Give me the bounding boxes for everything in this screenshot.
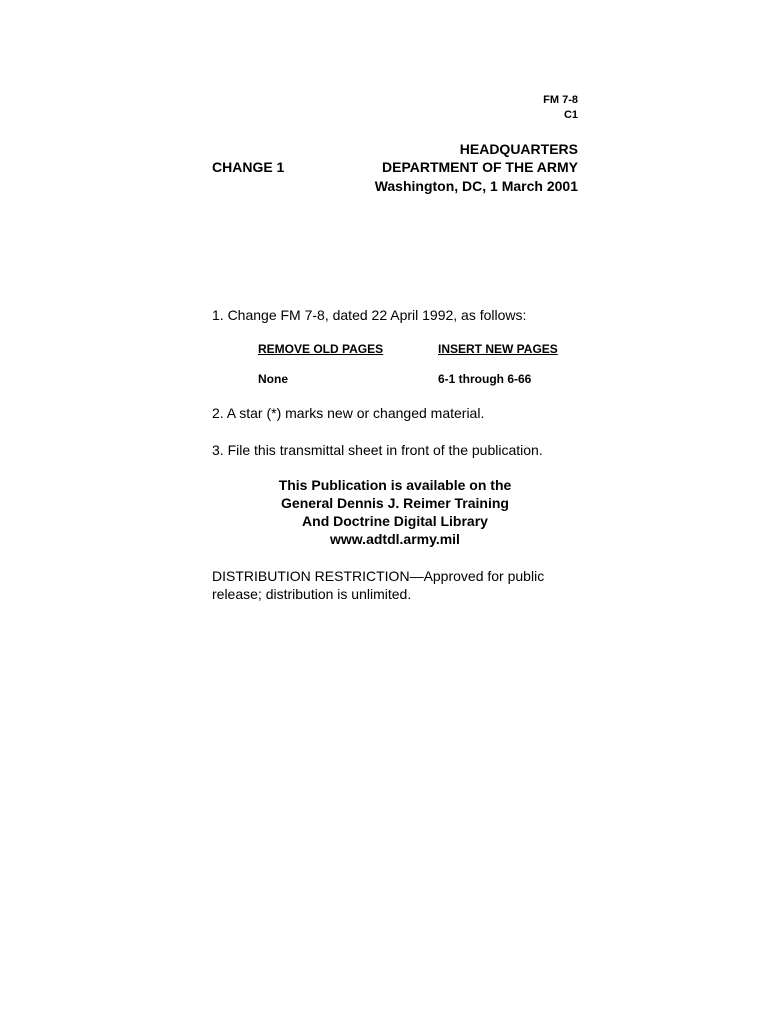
table-cell-insert: 6-1 through 6-66 — [438, 372, 532, 386]
location-date: Washington, DC, 1 March 2001 — [374, 178, 578, 194]
availability-url: www.adtdl.army.mil — [330, 531, 460, 547]
instruction-item-3: 3. File this transmittal sheet in front of the publication. — [212, 442, 543, 458]
table-header-remove: REMOVE OLD PAGES — [258, 342, 384, 356]
table-header-insert: INSERT NEW PAGES — [438, 342, 558, 356]
change-label: CHANGE 1 — [212, 159, 285, 175]
availability-line-1: This Publication is available on the — [278, 477, 512, 493]
org-line-department: DEPARTMENT OF THE ARMY — [382, 159, 578, 175]
distribution-restriction — [212, 567, 582, 603]
distribution-text-1: Approved for public — [423, 568, 545, 584]
availability-line-2: General Dennis J. Reimer Training — [281, 495, 509, 511]
org-line-headquarters: HEADQUARTERS — [459, 141, 578, 157]
doc-number: FM 7-8 — [543, 94, 578, 106]
table-cell-remove: None — [258, 372, 288, 386]
change-code: C1 — [563, 109, 578, 121]
distribution-text-2: release; distribution is unlimited. — [212, 586, 412, 602]
distribution-label: DISTRIBUTION RESTRICTION — [212, 568, 410, 584]
instruction-item-1: 1. Change FM 7-8, dated 22 April 1992, as follows: — [212, 307, 527, 323]
availability-line-3: And Doctrine Digital Library — [302, 513, 488, 529]
availability-notice — [212, 476, 578, 548]
instruction-item-2: 2. A star (*) marks new or changed material. — [212, 405, 485, 421]
distribution-dash: — — [409, 568, 424, 584]
